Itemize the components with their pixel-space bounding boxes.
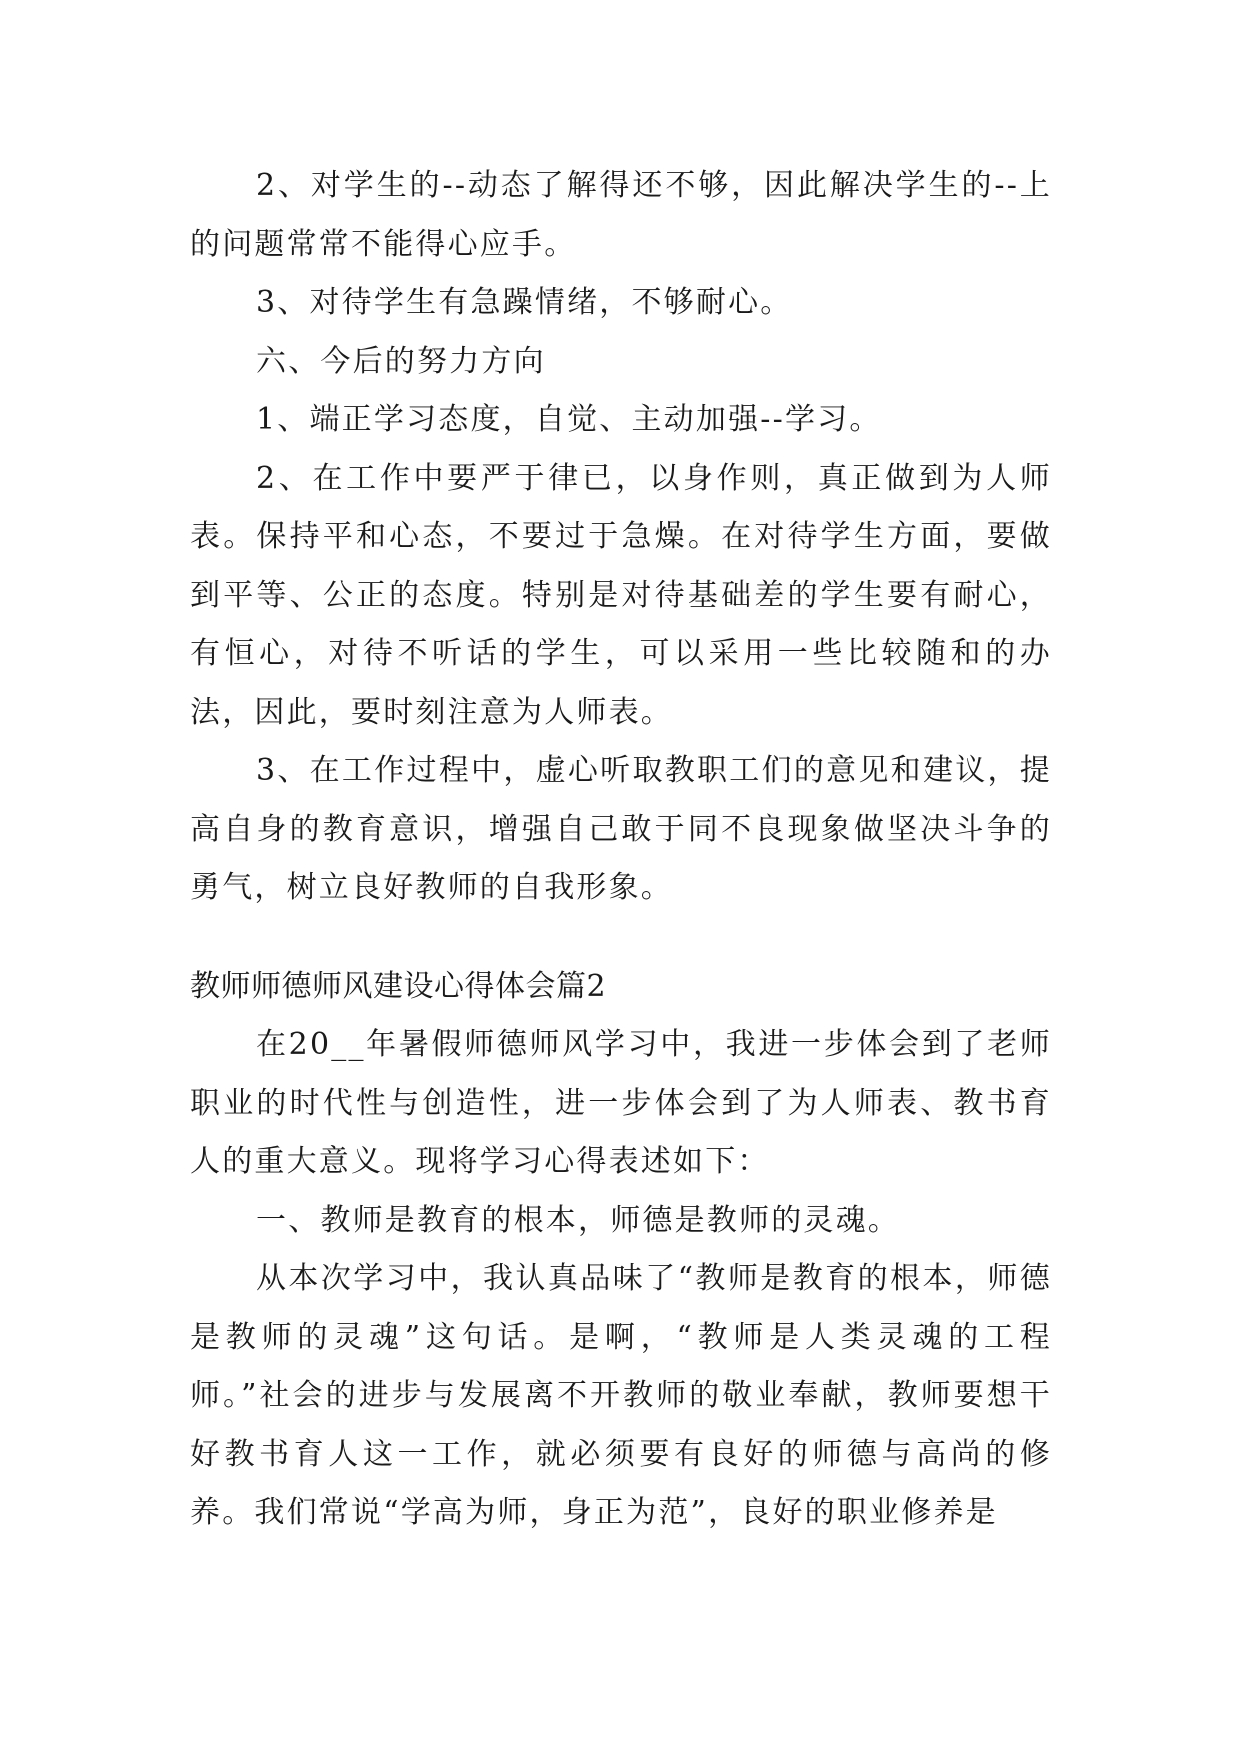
section-subheading: 一、教师是教育的根本，师德是教师的灵魂。 [256,1202,900,1238]
article-title: 教师师德师风建设心得体会篇2 [190,969,607,1004]
paragraph: 从本次学习中，我认真品味了“教师是教育的根本，师德是教师的灵魂”这句话。是啊，“教师是人类灵魂的工程师。”社会的进步与发展离不开教师的敬业奉献，教师要想干好教书育人这一工作，就必须要有良好的师德与高尚的修养。我们常说“学高为师，身正为范”，良好的职业修养是 [190,1261,1052,1530]
paragraph: 3、对待学生有急躁情绪，不够耐心。 [256,285,793,320]
section-subheading: 六、今后的努力方向 [256,343,546,379]
paragraph: 在20__年暑假师德师风学习中，我进一步体会到了老师职业的时代性与创造性，进一步体会到了为人师表、教书育人的重大意义。现将学习心得表述如下： [190,1027,1052,1179]
paragraph: 2、在工作中要严于律已，以身作则，真正做到为人师表。保持平和心态，不要过于急燥。在对待学生方面，要做到平等、公正的态度。特别是对待基础差的学生要有耐心，有恒心，对待不听话的学生，可以采用一些比较随和的办法，因此，要时刻注意为人师表。 [190,460,1052,730]
section-1-text [190,157,1052,918]
paragraph: 2、对学生的--动态了解得还不够，因此解决学生的--上的问题常常不能得心应手。 [190,168,1052,262]
section-2-text [190,958,1052,1543]
paragraph: 3、在工作过程中，虚心听取教职工们的意见和建议，提高自身的教育意识，增强自己敢于同不良现象做坚决斗争的勇气，树立良好教师的自我形象。 [190,753,1052,905]
paragraph: 1、端正学习态度，自觉、主动加强--学习。 [256,402,882,437]
